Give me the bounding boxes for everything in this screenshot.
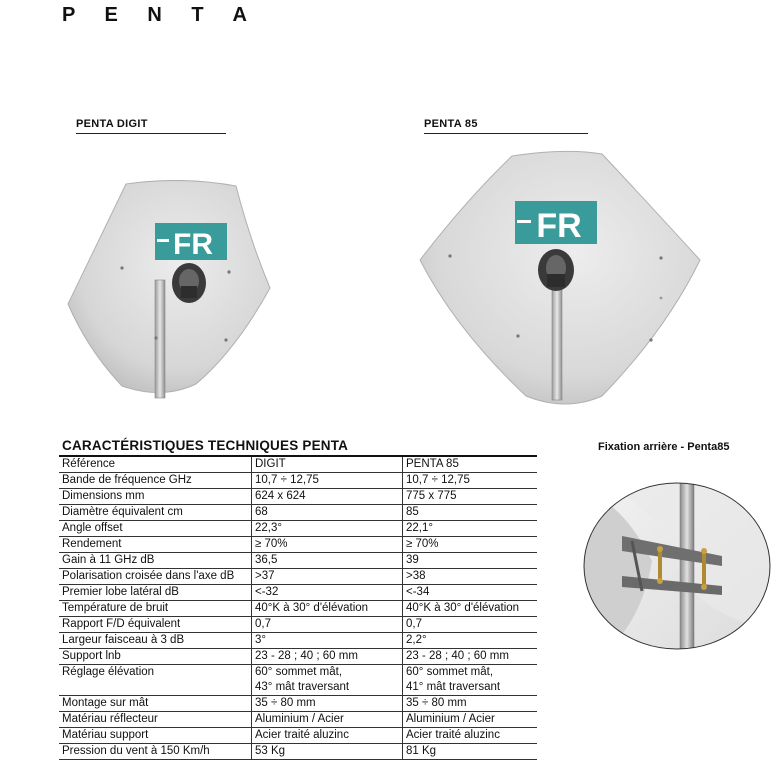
spec-label: Rendement (59, 537, 252, 553)
spec-label: Matériau support (59, 728, 252, 744)
spec-label: Matériau réflecteur (59, 712, 252, 728)
specs-header-reference: Référence (59, 456, 252, 473)
specs-row (59, 665, 537, 681)
specs-row (59, 712, 537, 728)
spec-label: Bande de fréquence GHz (59, 473, 252, 489)
spec-value-digit: 35 ÷ 80 mm (252, 696, 403, 712)
specs-row (59, 601, 537, 617)
spec-value-penta85: 2,2° (403, 633, 538, 649)
spec-value-digit: ≥ 70% (252, 537, 403, 553)
fr-logo-digit-text: FR (173, 228, 213, 260)
spec-value-penta85: 35 ÷ 80 mm (403, 696, 538, 712)
specs-row (59, 680, 537, 696)
specs-table-body (59, 456, 537, 760)
fr-logo-digit (155, 223, 227, 260)
spec-value-digit: 40°K à 30° d'élévation (252, 601, 403, 617)
spec-value-penta85: 41° mât traversant (406, 681, 501, 693)
specs-row (59, 473, 537, 489)
fixation-title: Fixation arrière - Penta85 (598, 441, 730, 453)
brand-title: P E N T A (62, 4, 259, 26)
dish-penta85-image (416, 150, 716, 412)
spec-value-penta85: <-34 (403, 585, 538, 601)
spec-value-digit: Acier traité aluzinc (252, 728, 403, 744)
fr-logo-penta85-text: FR (536, 207, 582, 244)
specs-header-row (59, 456, 537, 473)
spec-value-penta85: 60° sommet mât, (403, 665, 538, 681)
spec-label (59, 680, 252, 696)
spec-label: Pression du vent à 150 Km/h (59, 744, 252, 760)
specs-row (59, 537, 537, 553)
fr-logo-penta85 (515, 201, 597, 244)
spec-value-penta85: 39 (403, 553, 538, 569)
spec-label: Température de bruit (59, 601, 252, 617)
spec-label: Diamètre équivalent cm (59, 505, 252, 521)
spec-value-digit: 53 Kg (252, 744, 403, 760)
spec-value-digit: 0,7 (252, 617, 403, 633)
spec-value-penta85: 22,1° (403, 521, 538, 537)
spec-value-digit: 624 x 624 (252, 489, 403, 505)
specs-header-penta85: PENTA 85 (403, 456, 538, 473)
spec-label: Largeur faisceau à 3 dB (59, 633, 252, 649)
specs-title: CARACTÉRISTIQUES TECHNIQUES PENTA (62, 438, 349, 453)
spec-value-digit: 68 (252, 505, 403, 521)
product-title-penta85: PENTA 85 (424, 118, 588, 134)
spec-value-penta85: ≥ 70% (403, 537, 538, 553)
specs-table (59, 455, 537, 760)
spec-value-penta85: 775 x 775 (403, 489, 538, 505)
specs-header-digit: DIGIT (252, 456, 403, 473)
specs-row (59, 617, 537, 633)
spec-value-digit: 3° (252, 633, 403, 649)
spec-value-digit: 10,7 ÷ 12,75 (252, 473, 403, 489)
spec-value-penta85: >38 (403, 569, 538, 585)
spec-value-penta85: 81 Kg (403, 744, 538, 760)
spec-value-penta85: Acier traité aluzinc (403, 728, 538, 744)
spec-value-penta85: 23 - 28 ; 40 ; 60 mm (403, 649, 538, 665)
specs-row (59, 489, 537, 505)
spec-value-digit: 36,5 (252, 553, 403, 569)
dish-digit-image (64, 180, 274, 402)
spec-value-penta85: 40°K à 30° d'élévation (403, 601, 538, 617)
specs-row (59, 633, 537, 649)
specs-row (59, 696, 537, 712)
spec-label: Gain à 11 GHz dB (59, 553, 252, 569)
product-title-digit: PENTA DIGIT (76, 118, 226, 134)
spec-value-penta85: 10,7 ÷ 12,75 (403, 473, 538, 489)
specs-row (59, 585, 537, 601)
specs-row (59, 521, 537, 537)
specs-row (59, 553, 537, 569)
specs-row (59, 744, 537, 760)
spec-value-digit: <-32 (252, 585, 403, 601)
spec-label: Réglage élévation (59, 665, 252, 681)
spec-value-penta85: 85 (403, 505, 538, 521)
spec-value-penta85: 0,7 (403, 617, 538, 633)
fixation-photo (582, 481, 772, 651)
spec-value-digit: 43° mât traversant (252, 680, 403, 696)
specs-row (59, 728, 537, 744)
spec-value-penta85: Aluminium / Acier (403, 712, 538, 728)
spec-label: Support lnb (59, 649, 252, 665)
spec-value-digit: 22,3° (252, 521, 403, 537)
specs-row (59, 649, 537, 665)
spec-label: Angle offset (59, 521, 252, 537)
spec-label: Montage sur mât (59, 696, 252, 712)
spec-label: Polarisation croisée dans l'axe dB (59, 569, 252, 585)
spec-value-digit: 60° sommet mât, (252, 665, 403, 681)
spec-value-digit: 23 - 28 ; 40 ; 60 mm (252, 649, 403, 665)
spec-label: Premier lobe latéral dB (59, 585, 252, 601)
spec-value-digit: Aluminium / Acier (252, 712, 403, 728)
specs-row (59, 569, 537, 585)
spec-label: Rapport F/D équivalent (59, 617, 252, 633)
spec-value-digit: >37 (252, 569, 403, 585)
specs-row (59, 505, 537, 521)
spec-label: Dimensions mm (59, 489, 252, 505)
